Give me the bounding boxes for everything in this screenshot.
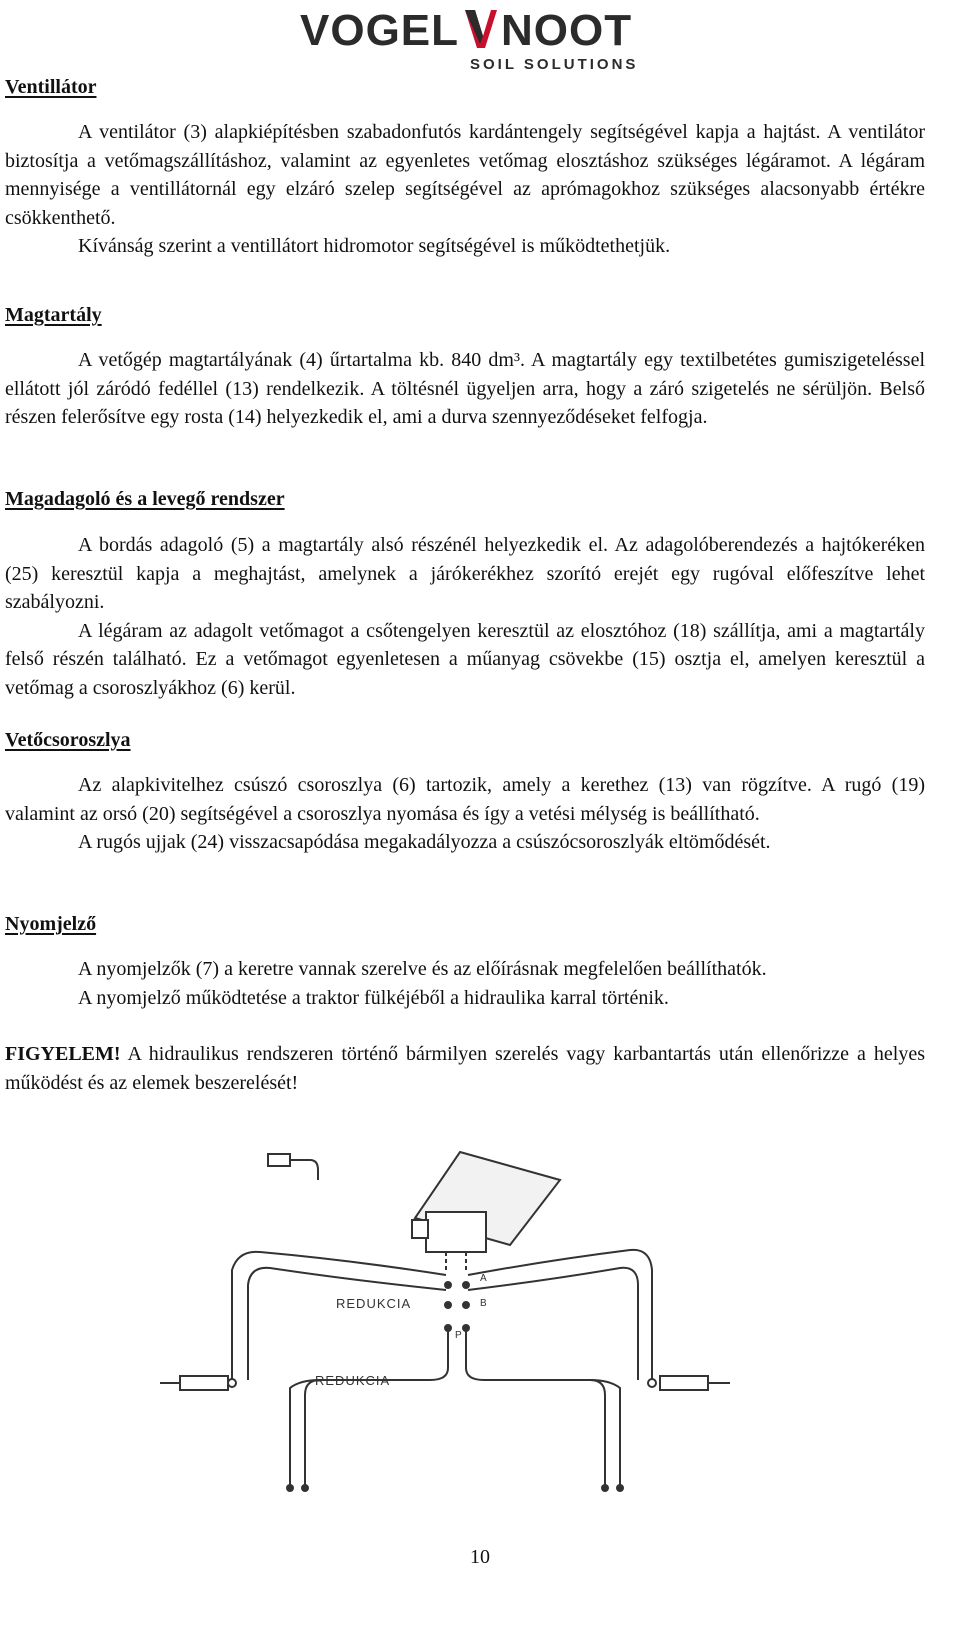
section-body-vetocsoroszlya bbox=[5, 771, 925, 857]
connector-plug-icon bbox=[268, 1154, 290, 1166]
paragraph: Az alapkivitelhez csúszó csoroszlya (6) tartozik, amely a kerethez (13) van rögzítve. A rugó (19) valamint az orsó (20) segítségével a csoroszlya nyomása és így a vetési mélység is beállítható. bbox=[5, 774, 925, 825]
logo-right-word: NOOT bbox=[501, 6, 633, 55]
section-heading-magtartaly: Magtartály bbox=[5, 304, 102, 326]
port-b-label: B bbox=[480, 1298, 487, 1309]
hose-left-lower bbox=[305, 1330, 448, 1485]
paragraph: A rugós ujjak (24) visszacsapódása megakadályozza a csúszócsoroszlyák eltömődését. bbox=[78, 831, 771, 853]
section-heading-nyomjelzo: Nyomjelző bbox=[5, 913, 97, 935]
logo-tagline: SOIL SOLUTIONS bbox=[470, 56, 639, 73]
cable-line bbox=[290, 1160, 318, 1180]
logo-mark-icon bbox=[461, 6, 499, 50]
warning-text: A hidraulikus rendszeren történő bármilyen szerelés vagy karbantartás után ellenőrizze a helyes működést és az elemek beszerelését! bbox=[5, 1043, 925, 1094]
paragraph: A bordás adagoló (5) a magtartály alsó részénél helyezkedik el. Az adagolóberendezés a hajtókeréken (25) keresztül kapja a meghajtást, amelynek a járókerékhez szorító erejét egy rugóval előfeszítve lehet szabályozni. bbox=[5, 534, 925, 613]
hydraulic-system-diagram bbox=[150, 1140, 750, 1510]
section-heading-magadagolo: Magadagoló és a levegő rendszer bbox=[5, 488, 285, 510]
logo-wordmark bbox=[300, 6, 632, 56]
paragraph: Kívánság szerint a ventillátort hidromotor segítségével is működtethetjük. bbox=[78, 235, 671, 257]
section-heading-ventillator: Ventillátor bbox=[5, 76, 97, 98]
section-body-magtartaly bbox=[5, 346, 925, 432]
paragraph: A ventilátor (3) alapkiépítésben szabadonfutós kardántengely segítségével kapja a hajtást. A ventilátor biztosítja a vetőmagszállításhoz, valamint az egyenletes vetőmag elosztáshoz szükséges légáramot. A légáram mennyisége a ventillátornál egy elzáró szelep segítségével az aprómagokhoz szükséges alacsonyabb értékre csökkenthető. bbox=[5, 121, 925, 229]
control-box-icon bbox=[426, 1212, 486, 1252]
paragraph: A nyomjelző működtetése a traktor fülkéjéből a hidraulika karral történik. bbox=[78, 986, 669, 1009]
section-body-ventillator bbox=[5, 118, 925, 261]
logo-left-word: VOGEL bbox=[300, 6, 460, 55]
hose-right-lower bbox=[466, 1330, 605, 1485]
motor-icon bbox=[412, 1220, 428, 1238]
warning-paragraph bbox=[5, 1040, 925, 1097]
brand-logo bbox=[300, 6, 660, 72]
paragraph: A vetőgép magtartályának (4) űrtartalma kb. 840 dm³. A magtartály egy textilbetétes gumiszigeteléssel ellátott jól záródó fedéllel (13) rendelkezik. A töltésnél ügyeljen arra, hogy a záró szigetelés ne sérüljön. Belső részen felerősítve egy rosta (14) helyezkedik el, ami a durva szennyeződéseket felfogja. bbox=[5, 349, 925, 428]
paragraph: A légáram az adagolt vetőmagot a csőtengelyen keresztül az elosztóhoz (18) szállítja, ami a magtartály felső részén található. Ez a vetőmagot egyenletesen a műanyag csövekbe (15) osztja el, amelyen keresztül a vetőmag a csoroszlyákhoz (6) kerül. bbox=[5, 619, 925, 699]
section-body-magadagolo bbox=[5, 531, 925, 702]
hose-right-upper bbox=[468, 1250, 652, 1380]
right-cylinder-icon bbox=[660, 1376, 708, 1390]
port-a-label: A bbox=[480, 1273, 487, 1284]
reduction-label-lower: REDUKCIA bbox=[315, 1373, 391, 1388]
section-heading-vetocsoroszlya: Vetőcsoroszlya bbox=[5, 729, 131, 751]
port-p-label: P bbox=[455, 1330, 462, 1341]
section-body-nyomjelzo bbox=[5, 955, 925, 1012]
paragraph: A nyomjelzők (7) a keretre vannak szerelve és az előírásnak megfelelően beállíthatók. bbox=[78, 958, 767, 980]
page-number: 10 bbox=[470, 1546, 490, 1568]
reduction-label-upper: REDUKCIA bbox=[336, 1296, 412, 1311]
left-cylinder-icon bbox=[180, 1376, 228, 1390]
hose-left-upper-2 bbox=[248, 1268, 446, 1380]
warning-label: FIGYELEM! bbox=[5, 1043, 121, 1065]
hose-left-upper bbox=[232, 1252, 446, 1380]
hose-right-upper-2 bbox=[468, 1268, 638, 1380]
